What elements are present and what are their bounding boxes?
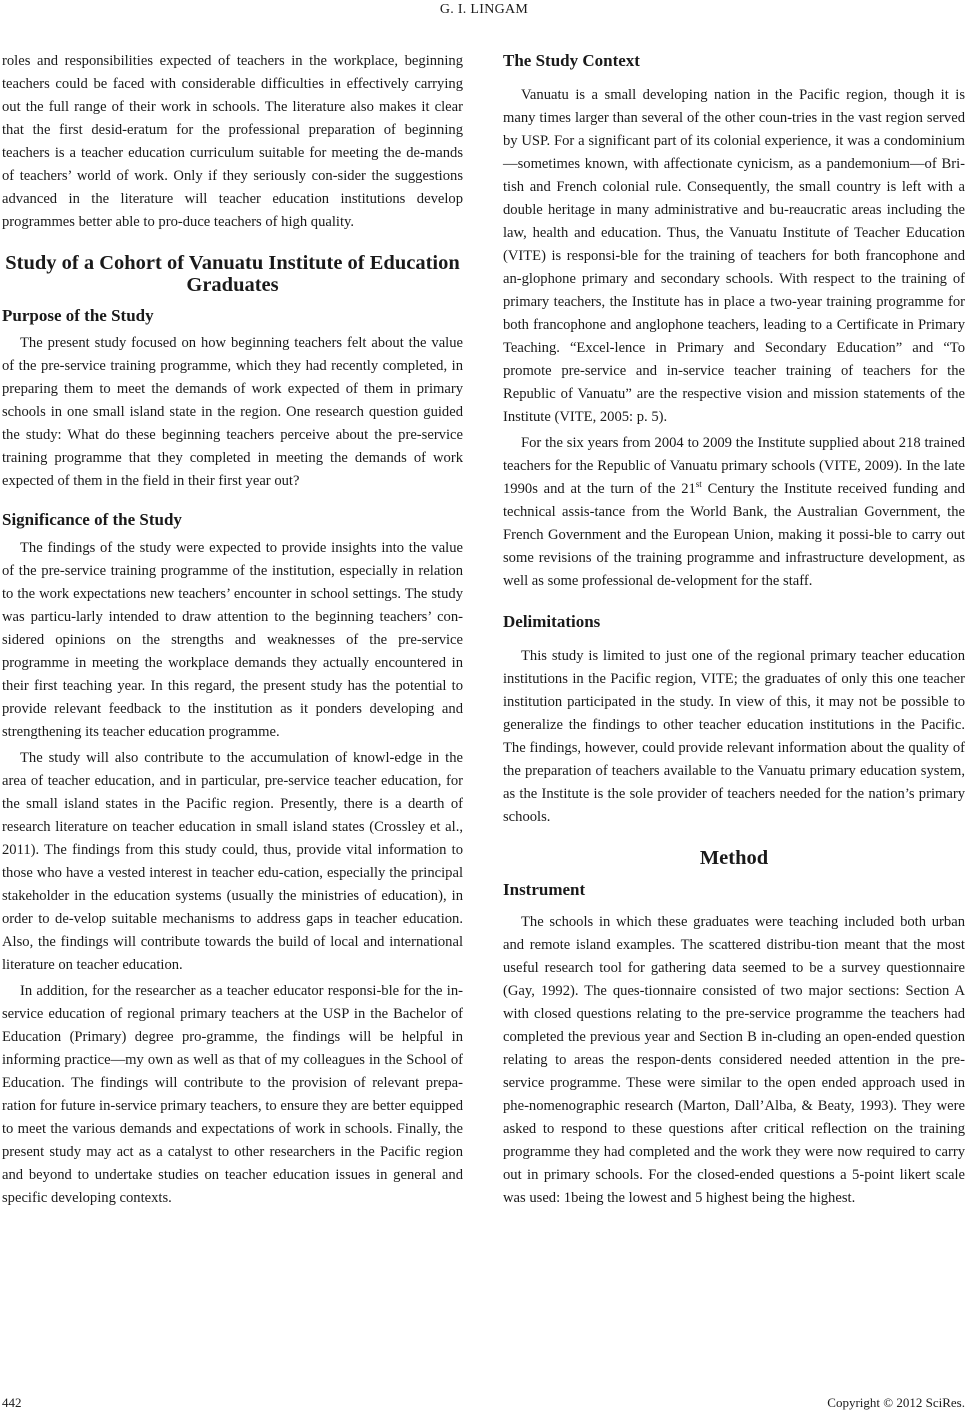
- page-number: 442: [2, 1395, 22, 1410]
- heading-significance: Significance of the Study: [2, 510, 182, 529]
- paragraph-significance-1: The findings of the study were expected to provide insights into the value of the pre-service training programme of the institution, especially in relation to the work expectations new teachers’ encounter in school settings. The study was particu-larly intended to draw attention to the beginning teachers’ con-sidered opinions on the strengths and weaknesses of the pre-service programme in meeting the workplace demands they actually encountered in their first teaching year. In this regard, the present study has the potential to provide relevant feedback to the institution as it ponders developing and strengthening its teacher education programme.: [2, 540, 463, 740]
- section-title-cohort-study: Study of a Cohort of Vanuatu Institute of Education Graduates: [5, 252, 460, 296]
- paragraph-context-2: [503, 432, 965, 593]
- section-title-method: Method: [699, 847, 769, 869]
- heading-instrument: Instrument: [503, 880, 586, 899]
- paragraph-purpose: The present study focused on how beginning teachers felt about the value of the pre-service training programme, which they had recently completed, in preparing them to meet the demands of work expected of them in primary schools in one small island state in the region. One research question guided the study: What do these beginning teachers perceive about the pre-service training programme that they completed in meeting the demands of work expected of them in the field in their first year out?: [2, 335, 463, 489]
- heading-purpose: Purpose of the Study: [2, 306, 154, 325]
- ordinal-superscript: st: [695, 479, 702, 490]
- running-head: G. I. LINGAM: [439, 2, 529, 17]
- context-2-text-a: For the six years from 2004 to 2009 the Institute supplied about 218 trained teachers for the Republic of Vanuatu primary schools (VITE, 2009). In the late 1990s and at the turn of the 21: [503, 435, 965, 497]
- copyright-notice: Copyright © 2012 SciRes.: [827, 1395, 965, 1410]
- heading-study-context: The Study Context: [503, 51, 640, 70]
- paragraph-context-1: Vanuatu is a small developing nation in the Pacific region, though it is many times larger than several of the other coun-tries in the vast region served by USP. For a significant part of its colonial experience, it was a condominium—sometimes known, with affectionate cynicism, as a pandemonium—of Bri-tish and French colonial rule. Consequently, the small country is left with a double heritage in many administrative and bu-reaucratic areas including the law, health and education. Thus, the Vanuatu Institute of Teacher Education (VITE) is responsi-ble for the training of teachers for both francophone and an-glophone primary and secondary schools. With respect to the training of primary teachers, the Institute has in place a two-year training programme for both francophone and anglophone teachers, leading to a Certificate in Primary Teaching. “Excel-lence in Primary and Secondary Education” and “To promote pre-service and in-service teacher training of teachers for the Republic of Vanuatu” are the respective vision and mission statements of the Institute (VITE, 2005: p. 5).: [503, 87, 965, 425]
- paragraph-delimitations: This study is limited to just one of the regional primary teacher education institutions in the Pacific region, VITE; the graduates of only this one teacher institution participated in the study. In view of this, it may not be possible to generalize the findings to other teacher education institutions in the Pacific. The findings, however, could provide relevant information about the quality of the preparation of teachers available to the Vanuatu primary education system, as the Institute is the sole provider of teachers needed for the nation’s primary schools.: [503, 648, 965, 825]
- left-column: [2, 50, 463, 1210]
- paragraph-instrument: The schools in which these graduates were teaching included both urban and remote island examples. The scattered distribu-tion meant that the most useful research tool for gathering data seemed to be a survey questionnaire (Gay, 1992). The ques-tionnaire consisted of two major sections: Section A with closed questions relating to the pre-service programme the teachers had completed the previous year and Section B in-cluding an open-ended question relating to areas the respon-dents considered needed attention in the pre-service programme. These were similar to the open ended approach used in phe-nomenographic research (Marton, Dall’Alba, & Beaty, 1993). They were asked to respond to these questions after critical reflection on the training programme they had completed and the work they were now required to carry out in primary schools. For the closed-ended questions a 5-point likert scale was used: 1being the lowest and 5 highest being the highest.: [503, 914, 965, 1206]
- paragraph-intro-continued: roles and responsibilities expected of teachers in the workplace, beginning teachers could be faced with considerable difficulties in effectively carrying out the full range of their work in schools. The literature also makes it clear that the first desid-eratum for the professional preparation of beginning teachers is a teacher education curriculum suitable for meeting the de-mands of teachers’ world of work. Only if they seriously con-sider the suggestions advanced in the literature will teacher education institutions develop programmes better able to pro-duce teachers of high quality.: [2, 53, 463, 230]
- right-column: [503, 50, 965, 1210]
- heading-delimitations: Delimitations: [503, 612, 601, 631]
- paragraph-significance-3: In addition, for the researcher as a teacher educator responsi-ble for the in-service education of regional primary teachers at the USP in the Bachelor of Education (Primary) degree pro-gramme, the findings will be helpful in informing practice—my own as well as that of my colleagues in the School of Education. The findings will contribute to the provision of relevant prepa-ration for future in-service primary teachers, to ensure they are better equipped to meet the various demands and expectations of work in schools. Finally, the present study may act as a catalyst to other researchers in the Pacific region and beyond to undertake studies on teacher education issues in general and specific developing contexts.: [2, 983, 463, 1206]
- context-2-text-b: Century the Institute received funding and technical assis-tance from the World Bank, the Australian Government, the French Government and the European Union, making it possi-ble to carry out some revisions of the training programme and infrastructure development, as well as some professional de-velopment for the staff.: [503, 481, 966, 589]
- paragraph-significance-2: The study will also contribute to the accumulation of knowl-edge in the area of teacher education, and in particular, pre-service teacher education, for the small island states in the Pacific region. Presently, there is a dearth of research literature on teacher education in small island states (Crossley et al., 2011). The findings from this study could, thus, provide vital information to those who have a vested interest in teacher edu-cation, especially the principal stakeholder in the education systems (usually the ministries of education), in order to de-velop suitable mechanisms to address gaps in teacher education. Also, the findings will contribute towards the build of local and international literature on teacher education.: [2, 750, 463, 973]
